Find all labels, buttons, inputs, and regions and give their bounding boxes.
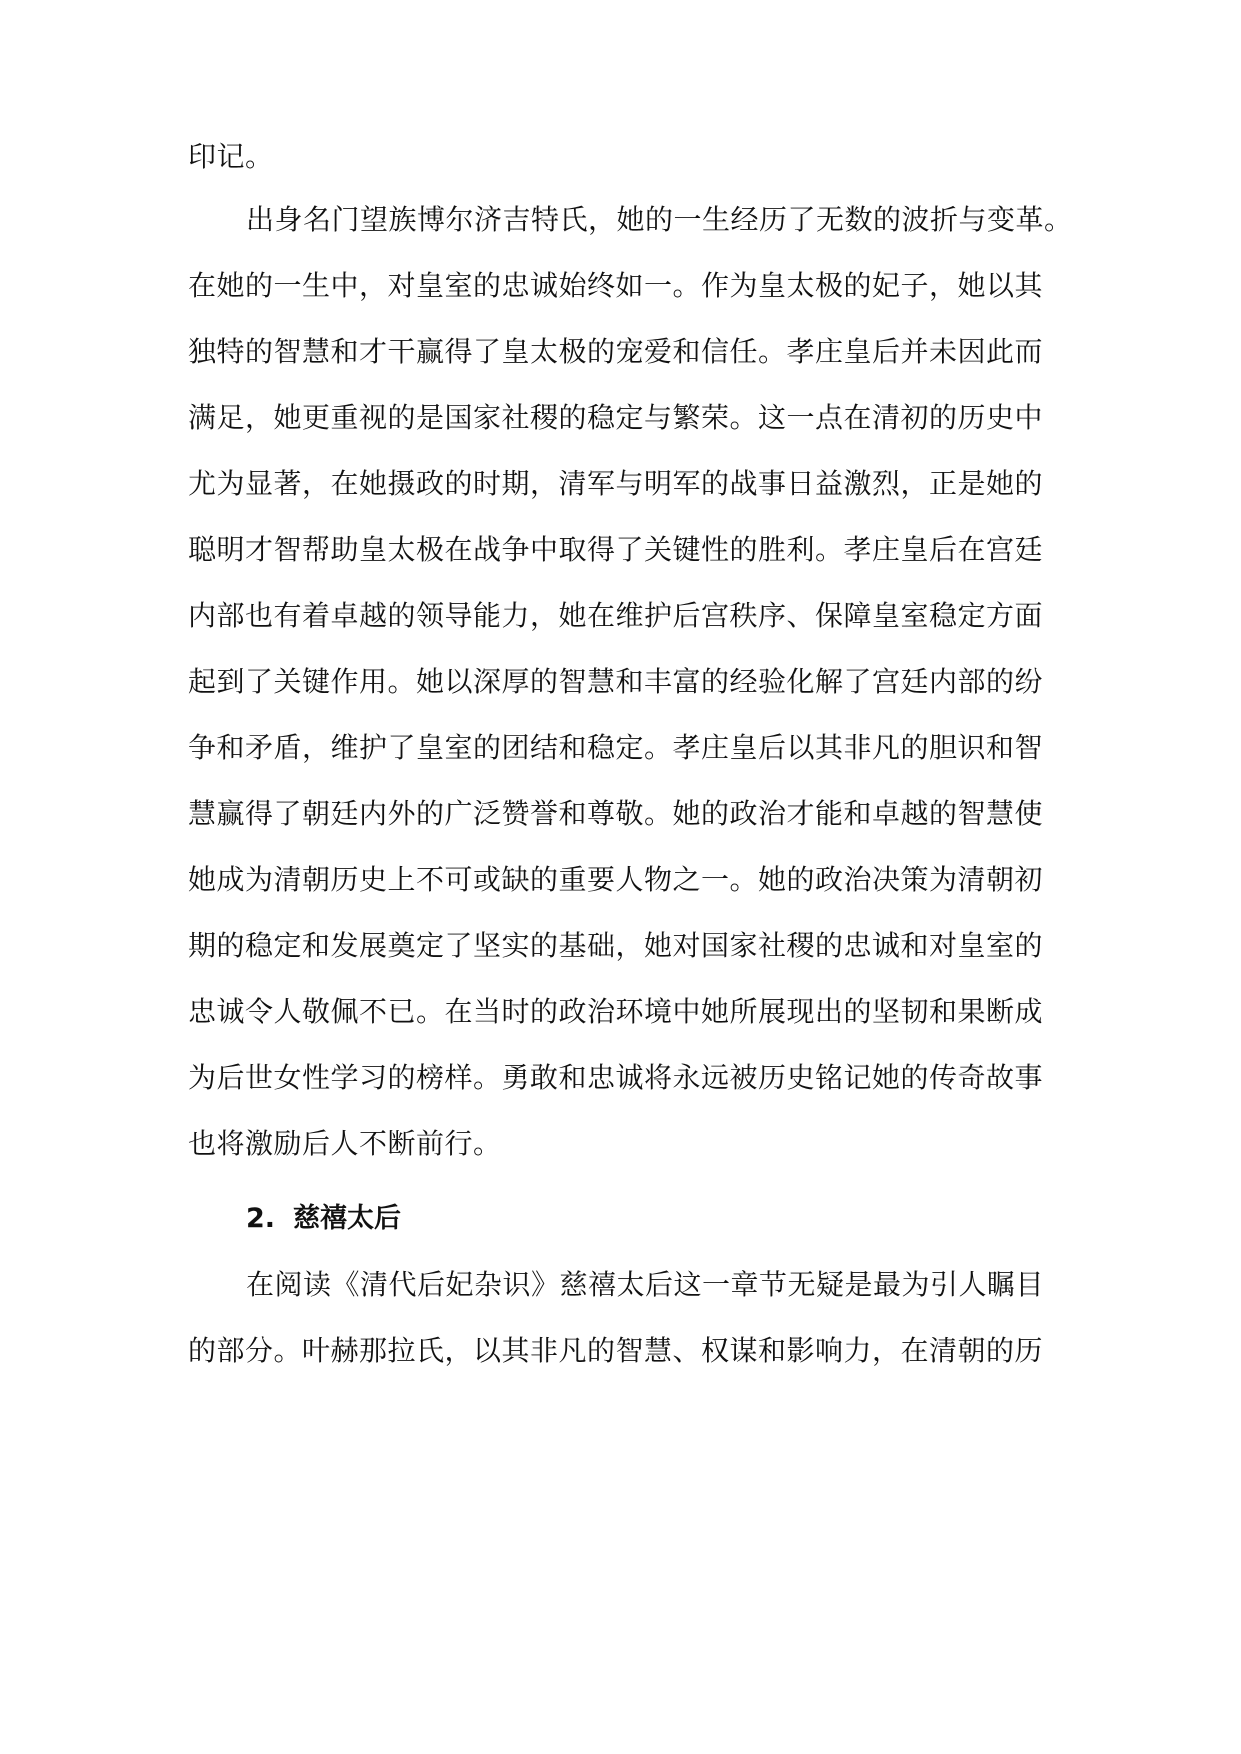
paragraph-line: 在阅读《清代后妃杂识》慈禧太后这一章节无疑是最为引人瞩目 [246,1268,1045,1301]
section-number: 2. [246,1203,276,1234]
paragraph-line: 慧赢得了朝廷内外的广泛赞誉和尊敬。她的政治才能和卓越的智慧使 [188,797,1044,830]
paragraph-line: 的部分。叶赫那拉氏，以其非凡的智慧、权谋和影响力，在清朝的历 [188,1334,1044,1367]
paragraph-line: 独特的智慧和才干赢得了皇太极的宠爱和信任。孝庄皇后并未因此而 [188,335,1044,368]
paragraph-line: 尤为显著，在她摄政的时期，清军与明军的战事日益激烈，正是她的 [188,467,1044,500]
paragraph-line: 期的稳定和发展奠定了坚实的基础，她对国家社稷的忠诚和对皇室的 [188,929,1044,962]
paragraph-line: 争和矛盾，维护了皇室的团结和稳定。孝庄皇后以其非凡的胆识和智 [188,731,1044,764]
paragraph-line: 起到了关键作用。她以深厚的智慧和丰富的经验化解了宫廷内部的纷 [188,665,1044,698]
paragraph-line: 内部也有着卓越的领导能力，她在维护后宫秩序、保障皇室稳定方面 [188,599,1044,632]
paragraph-line: 也将激励后人不断前行。 [188,1127,502,1160]
section-title: 慈禧太后 [293,1203,402,1234]
section-heading [246,1199,401,1239]
continuation-line: 印记。 [188,140,274,173]
paragraph-line: 她成为清朝历史上不可或缺的重要人物之一。她的政治决策为清朝初 [188,863,1044,896]
paragraph-line: 为后世女性学习的榜样。勇敢和忠诚将永远被历史铭记她的传奇故事 [188,1061,1044,1094]
paragraph-line: 忠诚令人敬佩不已。在当时的政治环境中她所展现出的坚韧和果断成 [188,995,1044,1028]
paragraph-line: 在她的一生中，对皇室的忠诚始终如一。作为皇太极的妃子，她以其 [188,269,1044,302]
paragraph-line: 出身名门望族博尔济吉特氏，她的一生经历了无数的波折与变革。 [246,203,1073,236]
paragraph-line: 聪明才智帮助皇太极在战争中取得了关键性的胜利。孝庄皇后在宫廷 [188,533,1044,566]
paragraph-line: 满足，她更重视的是国家社稷的稳定与繁荣。这一点在清初的历史中 [188,401,1044,434]
